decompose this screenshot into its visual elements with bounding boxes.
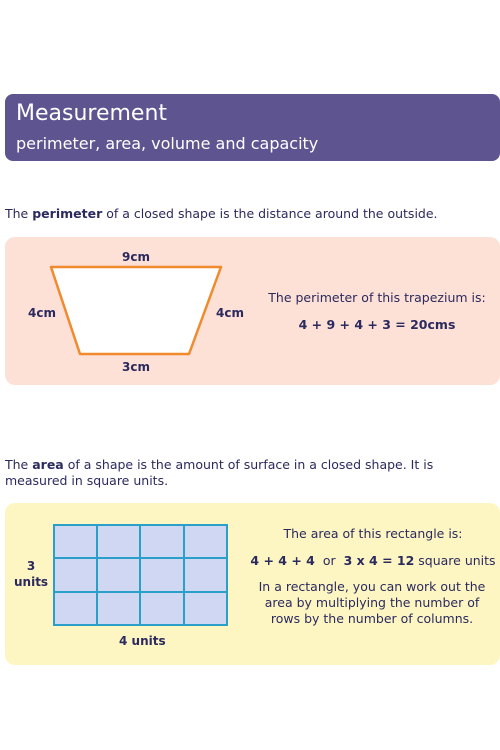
trapezium-top-label: 9cm — [122, 250, 150, 264]
perimeter-caption: The perimeter of this trapezium is: — [268, 290, 486, 305]
perimeter-equation: 4 + 9 + 4 + 3 = 20cms — [298, 317, 456, 332]
area-explanation: In a rectangle, you can work out the area by multiplying the number of rows by the number of columns. — [258, 579, 486, 626]
page-title: Measurement — [16, 101, 168, 126]
area-caption: The area of this rectangle is: — [283, 526, 463, 541]
area-intro: The area of a shape is the amount of surface in a closed shape. It is measured in square units. — [5, 457, 434, 488]
perimeter-intro: The perimeter of a closed shape is the distance around the outside. — [5, 206, 438, 221]
area-equation: 4 + 4 + 4 or 3 x 4 = 12 square units — [250, 553, 496, 568]
trapezium-left-label: 4cm — [28, 306, 56, 320]
perimeter-term: perimeter — [32, 206, 103, 221]
rectangle-bottom-label: 4 units — [119, 634, 166, 648]
page-subtitle: perimeter, area, volume and capacity — [16, 134, 319, 153]
trapezium-right-label: 4cm — [216, 306, 244, 320]
rectangle-side-label: 3 units — [14, 559, 49, 589]
area-term: area — [32, 457, 64, 472]
trapezium-bottom-label: 3cm — [122, 360, 150, 374]
